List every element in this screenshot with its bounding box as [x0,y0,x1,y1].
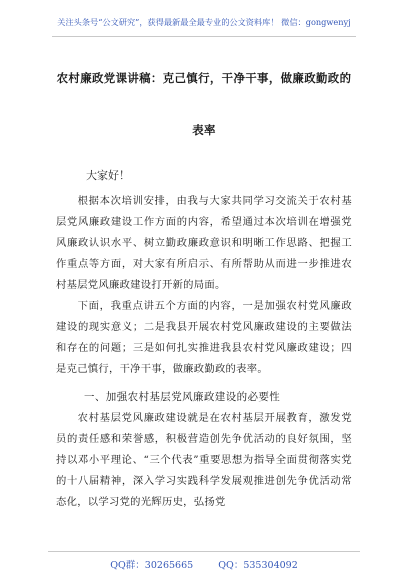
header-divider [52,36,356,37]
header-banner [0,8,408,38]
paragraph-2: 下面，我重点讲五个方面的内容，一是加强农村党风廉政建设的现实意义；二是我县开展农村党风廉政建设的主要做法和存在的问题；三是如何扎实推进我县农村党风廉政建设；四是克己慎行，干净干事，做廉政勤政的表率。 [56,300,352,375]
body-text-top [56,191,352,380]
document-title-line-2: 表率 [192,123,216,137]
banner-text: 关注头条号“公文研究”，获得最新最全最专业的公文资料库！ 微信：gongwenyj [57,17,351,27]
body-text-bottom [56,408,352,513]
footer-divider [48,551,360,552]
paragraph-1: 根据本次培训安排，由我与大家共同学习交流关于农村基层党风廉政建设工作方面的内容，希望通过本次培训在增强党风廉政认识水平、树立勤政廉政意识和明晰工作思路、把握工作重点等方面，对大家有所启示、有所帮助从而进一步推进农村基层党风廉政建设打开新的局面。 [56,195,352,291]
greeting: 大家好！ [86,169,130,182]
qq-group: QQ群：30265665 [110,560,194,571]
footer-contacts [0,553,408,572]
paragraph-3: 农村基层党风廉政建设就是在农村基层开展教育，激发党员的责任感和荣誉感，积极营造创先争优活动的良好氛围，坚持以邓小平理论、“三个代表”重要思想为指导全面贯彻落实党的十八届精神，深入学习实践科学发展观推进创先争优活动常态化，以学习党的光辉历史，弘扬党 [56,412,352,508]
section-heading-1: 一、加强农村基层党风廉政建设的必要性 [84,391,281,403]
qq-number: QQ：535304092 [218,560,298,571]
document-title-line-1: 农村廉政党课讲稿：克己慎行，干净干事，做廉政勤政的 [56,71,352,85]
